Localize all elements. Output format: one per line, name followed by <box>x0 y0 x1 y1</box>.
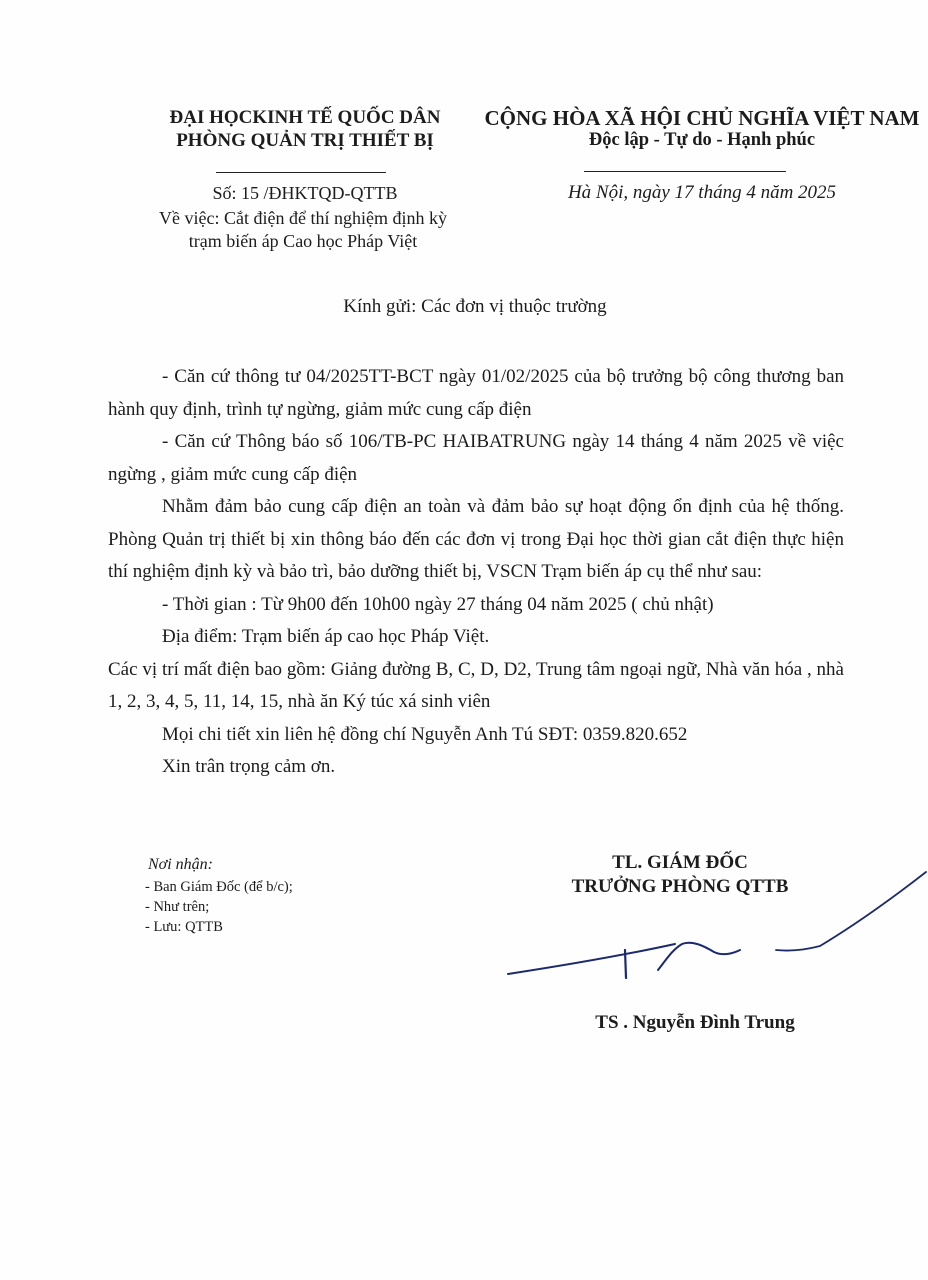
recipient-item: - Lưu: QTTB <box>145 919 223 935</box>
handwritten-signature <box>500 866 928 986</box>
issuer-line-1: ĐẠI HỌCKINH TẾ QUỐC DÂN <box>169 107 441 128</box>
left-header-rule <box>216 172 386 173</box>
recipient-item: - Ban Giám Đốc (để b/c); <box>145 879 293 895</box>
national-motto: Độc lập - Tự do - Hạnh phúc <box>588 130 816 150</box>
document-date: Hà Nội, ngày 17 tháng 4 năm 2025 <box>567 182 837 203</box>
issuing-authority <box>150 106 460 152</box>
recipient-item: - Như trên; <box>145 899 210 915</box>
subject-line-1: Về việc: Cắt điện để thí nghiệm định kỳ <box>159 208 447 228</box>
signer-name: TS . Nguyễn Đình Trung <box>595 1012 795 1033</box>
body-paragraph: Địa điểm: Trạm biến áp cao học Pháp Việt. <box>162 626 490 647</box>
body-paragraph: Xin trân trọng cảm ơn. <box>162 756 336 777</box>
body-paragraph: - Thời gian : Từ 9h00 đến 10h00 ngày 27 tháng 04 năm 2025 ( chủ nhật) <box>162 593 714 615</box>
recipients-title: Nơi nhận: <box>148 856 213 873</box>
signer-title-2: TRƯỞNG PHÒNG QTTB <box>571 876 789 897</box>
body-paragraph: Các vị trí mất điện bao gồm: Giảng đường B, C, D, D2, Trung tâm ngoại ngữ, Nhà văn hóa , nhà 1, 2, 3, 4, 5, 11, 14, 15, nhà ăn Ký túc xá sinh viên <box>108 658 844 712</box>
signer-title-1: TL. GIÁM ĐỐC <box>612 852 748 873</box>
document-body <box>108 361 844 784</box>
document-number: Số: 15 /ĐHKTQD-QTTB <box>212 183 398 203</box>
body-paragraph: - Căn cứ Thông báo số 106/TB-PC HAIBATRUNG ngày 14 tháng 4 năm 2025 về việc ngừng , giảm mức cung cấp điện <box>108 431 844 485</box>
body-paragraph: Mọi chi tiết xin liên hệ đồng chí Nguyễn Anh Tú SĐT: 0359.820.652 <box>162 723 688 745</box>
body-paragraph: Nhằm đảm bảo cung cấp điện an toàn và đảm bảo sự hoạt động ổn định của hệ thống. Phòng Quản trị thiết bị xin thông báo đến các đơn vị trong Đại học thời gian cắt điện thực hiện thí nghiệm định kỳ và bảo trì, bảo dưỡng thiết bị, VSCN Trạm biến áp cụ thể như sau: <box>108 496 844 582</box>
document-subject <box>128 207 478 253</box>
issuer-line-2: PHÒNG QUẢN TRỊ THIẾT BỊ <box>176 130 434 151</box>
subject-line-2: trạm biến áp Cao học Pháp Việt <box>188 231 418 251</box>
right-header-rule <box>584 171 786 172</box>
national-title: CỘNG HÒA XÃ HỘI CHỦ NGHĨA VIỆT NAM <box>484 106 920 130</box>
salutation: Kính gửi: Các đơn vị thuộc trường <box>343 296 607 317</box>
body-paragraph: - Căn cứ thông tư 04/2025TT-BCT ngày 01/02/2025 của bộ trưởng bộ công thương ban hành quy định, trình tự ngừng, giảm mức cung cấp điện <box>108 366 844 420</box>
